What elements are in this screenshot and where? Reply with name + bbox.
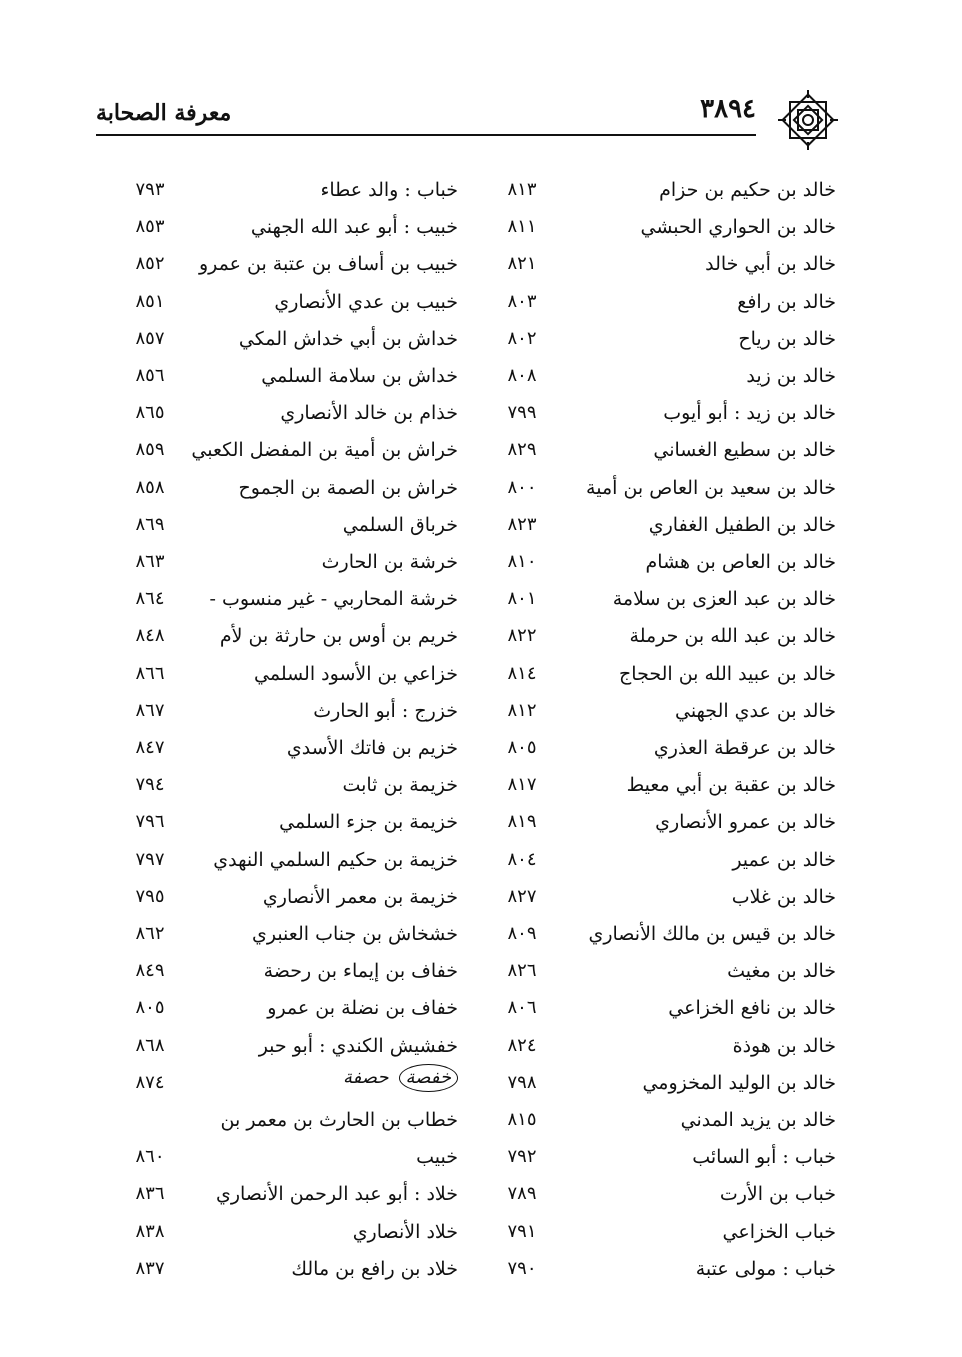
index-row (0, 284, 962, 320)
index-row (0, 990, 962, 1026)
right-entry-page: ٨٢٩ (507, 439, 537, 461)
left-entry-name: خلاد بن رافع بن مالك (291, 1257, 458, 1280)
right-entry-page: ٨٠٤ (507, 848, 537, 870)
right-entry-page: ٧٩١ (507, 1220, 537, 1242)
right-entry-name: خالد بن عبيد الله بن الحجاج (619, 662, 836, 685)
right-entry-name: خالد بن سعيد بن العاص بن أمية (586, 476, 836, 499)
right-entry-page: ٨٠٨ (507, 365, 537, 386)
index-row (0, 507, 962, 543)
index-row (0, 1251, 962, 1287)
left-entry-page: ٨٥٦ (135, 365, 165, 386)
right-entry-name: خالد بن يزيد المدني (680, 1109, 836, 1131)
index-row (0, 842, 962, 878)
left-entry-name: خرشة بن الحارث (321, 551, 458, 573)
left-entry-page: ٨٧٤ (135, 1071, 165, 1093)
index-row (0, 804, 962, 840)
left-entry-name: خباب : والد عطاء (320, 179, 458, 201)
index-row (0, 879, 962, 915)
right-entry-name: خالد بن زيد : أبو أيوب (663, 402, 836, 425)
left-entry-page: ٨٦٦ (135, 662, 165, 684)
circled-word: خفصة (399, 1064, 459, 1092)
right-entry-page: ٨٠١ (507, 588, 537, 610)
left-entry-name: خبيب (416, 1146, 458, 1169)
left-entry-page: ٨٣٨ (135, 1220, 165, 1242)
left-entry-name: خراش بن الصمة بن الجموح (238, 476, 458, 499)
right-entry-page: ٨١٥ (507, 1109, 537, 1130)
left-entry-name: خراش بن أمية بن المفضل الكعبي (191, 439, 458, 462)
index-row (0, 544, 962, 580)
index-row (0, 358, 962, 394)
index-row (0, 1065, 962, 1101)
index-row (0, 1214, 962, 1250)
index-row (0, 395, 962, 431)
index-row (0, 656, 962, 692)
left-entry-page: ٧٩٧ (135, 848, 165, 870)
left-entry-name: خذام بن خالد الأنصاري (280, 402, 458, 425)
left-entry-page: ٨٠٥ (135, 997, 165, 1019)
left-entry-name: خزيم بن فاتك الأسدي (286, 737, 458, 759)
left-entry-name: خبيب بن أساف بن عتبة بن عمرو (198, 253, 458, 276)
right-entry-page: ٨٠٢ (507, 327, 537, 349)
index-row (0, 321, 962, 357)
header-rule (96, 134, 756, 136)
left-entry-name (343, 1065, 458, 1101)
right-entry-name: خالد بن رياح (738, 327, 836, 350)
left-entry-page: ٨٦٢ (135, 923, 165, 944)
left-entry-page: ٨٥٧ (135, 327, 165, 349)
handwritten-correction (343, 1060, 458, 1096)
right-entry-name: خالد بن عبد الله بن حرملة (629, 625, 836, 648)
right-entry-name: خباب : مولى عتبة (695, 1257, 836, 1280)
index-row (0, 693, 962, 729)
left-entry-page: ٨٦٩ (135, 513, 165, 535)
index-row (0, 432, 962, 468)
index-row (0, 767, 962, 803)
right-entry-name: خالد بن غلاب (731, 885, 836, 908)
left-entry-page: ٧٩٥ (135, 885, 165, 907)
right-entry-page: ٨٠٦ (507, 997, 537, 1019)
page-number: ٣٨٩٤ (700, 94, 756, 124)
right-entry-page: ٨١٢ (507, 699, 537, 721)
left-entry-page (118, 1102, 182, 1138)
right-entry-name: خباب الخزاعي (722, 1220, 836, 1243)
right-entry-name: خالد بن قيس بن مالك الأنصاري (588, 923, 836, 945)
right-entry-name: خالد بن أبي خالد (705, 253, 836, 276)
book-title: معرفة الصحابة (96, 100, 232, 126)
left-entry-page: ٧٩٤ (135, 774, 165, 796)
left-entry-name: خفشيش الكندي : أبو حبر (258, 1034, 458, 1057)
left-entry-name: خطاب بن الحارث بن معمر بن (220, 1109, 458, 1131)
right-entry-page: ٨٢٤ (507, 1034, 537, 1056)
octagram-ornament-icon (776, 88, 840, 152)
right-entry-name: خالد بن عدي الجهني (674, 699, 836, 722)
left-entry-page: ٨٥١ (135, 290, 165, 312)
right-entry-page: ٨١٧ (507, 774, 537, 796)
left-entry-name: خبيب بن عدي الأنصاري (274, 290, 458, 313)
left-entry-page: ٧٩٣ (135, 179, 165, 200)
left-entry-page: ٨٥٨ (135, 476, 165, 498)
left-entry-page: ٨٤٩ (135, 960, 165, 982)
left-entry-page: ٨٥٣ (135, 216, 165, 238)
right-entry-page: ٧٩٢ (507, 1146, 537, 1168)
left-entry-name: خداش بن سلامة السلمي (261, 365, 458, 387)
left-entry-page: ٨٦٣ (135, 551, 165, 572)
left-entry-name: خزرج : أبو الحارث (313, 699, 458, 722)
left-entry-name: خبيب : أبو عبد الله الجهني (250, 216, 458, 239)
left-entry-name: خزيمة بن ثابت (342, 774, 458, 797)
right-entry-page: ٨١٣ (507, 179, 537, 200)
right-entry-page: ٧٩٨ (507, 1071, 537, 1093)
left-entry-page: ٨٤٧ (135, 737, 165, 758)
left-entry-name: خزيمة بن حكيم السلمي النهدي (213, 848, 458, 871)
right-entry-page: ٨٢١ (507, 253, 537, 275)
right-entry-name: خالد بن هوذة (732, 1034, 836, 1057)
right-entry-page: ٨٢٦ (507, 960, 537, 982)
left-entry-page: ٨٦٧ (135, 699, 165, 721)
right-entry-page: ٧٩٠ (507, 1257, 537, 1279)
index-row (0, 172, 962, 208)
index-row (0, 1176, 962, 1212)
right-entry-page: ٧٩٩ (507, 402, 537, 424)
right-entry-page: ٨٢٧ (507, 885, 537, 907)
index-row (0, 470, 962, 506)
right-entry-page: ٨٠٥ (507, 737, 537, 758)
right-entry-name: خالد بن سطيع الغساني (653, 439, 836, 462)
left-entry-page: ٨٣٧ (135, 1257, 165, 1279)
left-entry-name: خزاعي بن الأسود السلمي (254, 662, 458, 685)
right-entry-page: ٨٠٩ (507, 923, 537, 944)
left-entry-page: ٨٦٤ (135, 588, 165, 610)
handwritten-word: حصفة (343, 1066, 389, 1088)
right-entry-page: ٧٨٩ (507, 1183, 537, 1205)
right-entry-name: خالد بن الطفيل الغفاري (648, 513, 836, 536)
right-entry-page: ٨٠٠ (507, 476, 537, 498)
left-entry-page: ٨٥٩ (135, 439, 165, 461)
right-entry-name: خالد بن عمير (732, 848, 836, 871)
left-entry-name: خرباق السلمي (342, 513, 458, 536)
index-row (0, 618, 962, 654)
right-entry-name: خالد بن الوليد المخزومي (642, 1071, 836, 1094)
right-entry-name: خالد بن عرقطة العذري (653, 737, 836, 759)
index-row (0, 1028, 962, 1064)
left-entry-name: خرشة المحاربي - غير منسوب - (209, 588, 458, 611)
index-row (0, 916, 962, 952)
right-entry-name: خالد بن مغيث (727, 960, 836, 983)
right-entry-page: ٨٠٣ (507, 290, 537, 312)
right-entry-page: ٨٢٣ (507, 513, 537, 535)
right-entry-name: خالد بن حكيم بن حزام (659, 179, 836, 201)
left-entry-name: خشخاش بن جناب العنبري (251, 923, 458, 945)
index-row (0, 1139, 962, 1175)
left-entry-name: خريم بن أوس بن حارثة بن لأم (219, 625, 458, 648)
right-entry-name: خباب بن الأرت (719, 1183, 836, 1206)
right-entry-name: خالد بن عمرو الأنصاري (655, 811, 836, 834)
right-entry-name: خباب : أبو السائب (692, 1146, 836, 1169)
right-entry-name: خالد بن العاص بن هشام (645, 551, 836, 573)
index-row (0, 581, 962, 617)
right-entry-page: ٨٢٢ (507, 625, 537, 647)
index-row (0, 730, 962, 766)
right-entry-name: خالد بن الحواري الحبشي (640, 216, 836, 239)
left-entry-name: خلاد : أبو عبد الرحمن الأنصاري (215, 1183, 458, 1206)
index-row (0, 246, 962, 282)
left-entry-page: ٨٤٨ (135, 625, 165, 647)
right-entry-page: ٨١٤ (507, 662, 537, 684)
index-row (0, 1102, 962, 1138)
left-entry-name: خلاد الأنصاري (352, 1220, 458, 1243)
left-entry-name: خداش بن أبي خداش المكي (238, 327, 458, 350)
right-entry-name: خالد بن نافع الخزاعي (668, 997, 836, 1020)
left-entry-page: ٨٣٦ (135, 1183, 165, 1205)
right-entry-name: خالد بن عبد العزى بن سلامة (612, 588, 836, 611)
left-entry-name: خزيمة بن معمر الأنصاري (262, 885, 458, 908)
index-row (0, 953, 962, 989)
left-entry-name: خفاف بن إيماء بن رحضة (263, 960, 458, 983)
left-entry-page: ٨٦٨ (135, 1034, 165, 1056)
right-entry-name: خالد بن رافع (737, 290, 836, 313)
right-entry-page: ٨١٠ (507, 551, 537, 572)
left-entry-name: خفاف بن نضلة بن عمرو (267, 997, 458, 1020)
left-entry-name: خزيمة بن جزء السلمي (279, 811, 458, 834)
right-entry-name: خالد بن عقبة بن أبي معيط (626, 774, 836, 797)
right-entry-name: خالد بن زيد (746, 365, 836, 387)
right-entry-page: ٨١٩ (507, 811, 537, 833)
left-entry-page: ٨٦٠ (135, 1146, 165, 1168)
right-entry-page: ٨١١ (507, 216, 537, 238)
left-entry-page: ٨٦٥ (135, 402, 165, 424)
left-entry-page: ٨٥٢ (135, 253, 165, 275)
left-entry-page: ٧٩٦ (135, 811, 165, 833)
index-row (0, 209, 962, 245)
page-header (96, 92, 840, 138)
